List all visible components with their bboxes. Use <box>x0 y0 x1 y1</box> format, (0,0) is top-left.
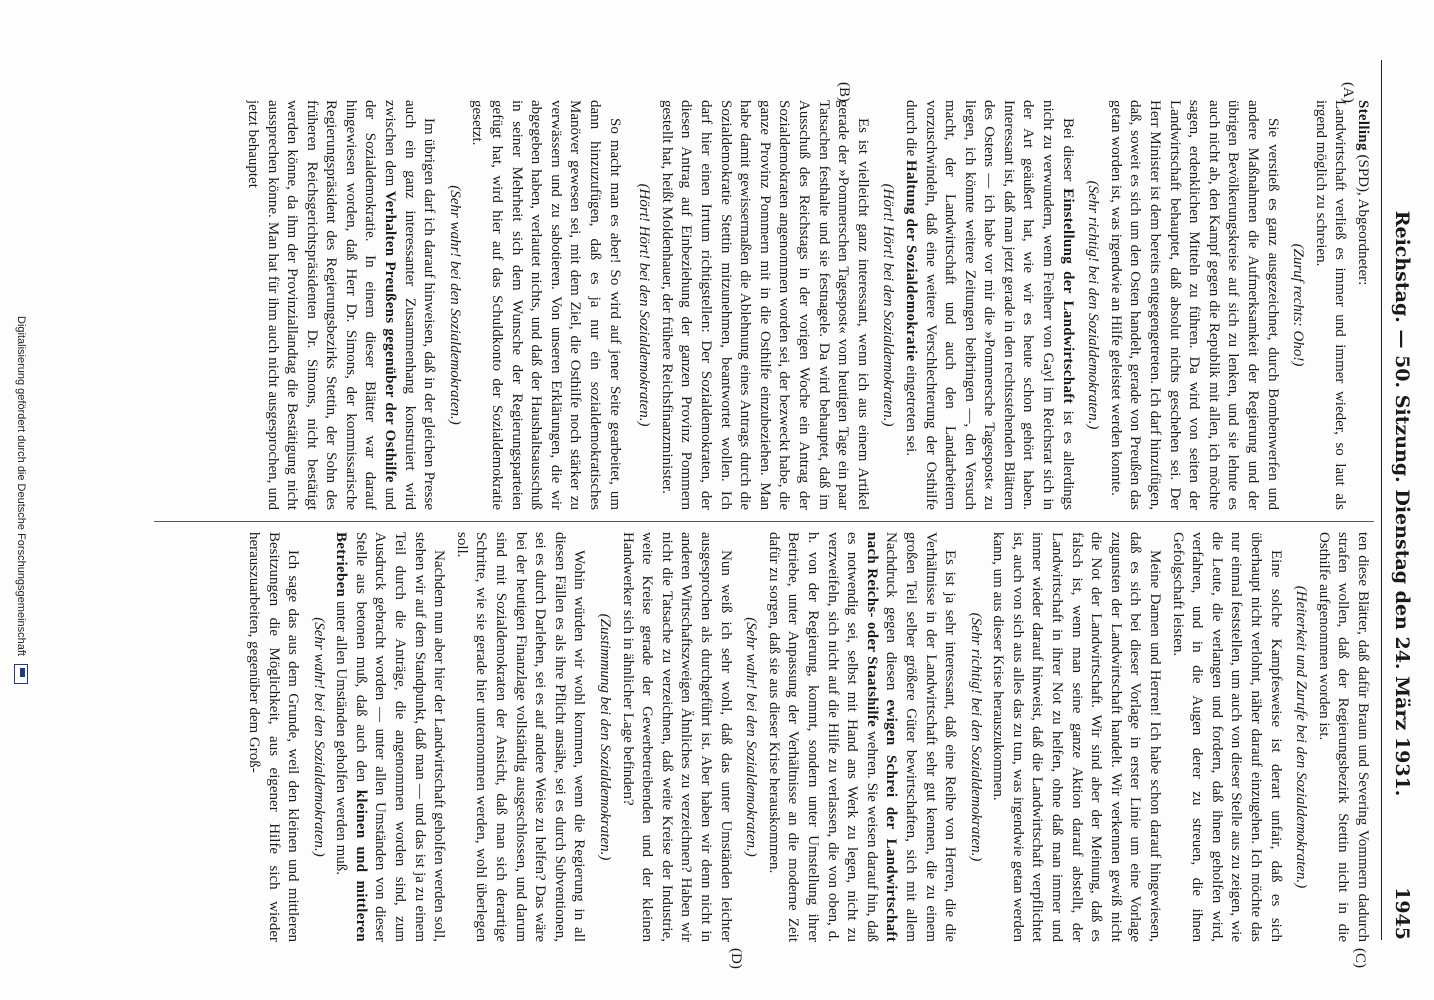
interjection: (Sehr richtig! bei den Sozialdemokraten.) <box>967 612 984 862</box>
paragraph: Nun weiß ich sehr wohl, daß das unter Umständen leichter ausgesprochen als durchgeführt ist. Aber haben wir denn nicht in anderen Wirtschaftszweigen Ähnliches zu verzeichnen? Haben wir nicht die Tatsache zu verzeichnen, daß weite Kreise der Industrie, weite Kreise gerade der Gewerbetreibenden und der kleinen Handwerker sich in ähnlicher Lage befinden? <box>619 532 734 942</box>
footer-text: Digitalisierung gefördert durch die Deutsche Forschungsgemeinschaft <box>15 316 27 656</box>
text-run: Es ist ja sehr interessant, daß eine Reihe von Herren, die die Verhältnisse in der Landwirtschaft sehr gut kennen, die zu einem großen Teil selber größere Güter bewirtschaften, sich mit allem Nachdruck gegen diesen <box>883 532 959 942</box>
text-run: und der Sozialdemokratie. In einem dieser Blätter war darauf hingewiesen worden, daß Herr Dr. Simons, der kommissarische Regierungspräsident des Regierungsbezirks Stettin, der Sohn des früheren Reichsgerichtspräsidenten Dr. Simons, nicht bestätigt werden könne, da ihm der Provinziallandtag die Bestätigung nicht aussprechen könne. Man hat für ihm auch nicht ausgesprochen, und jetzt behauptet <box>244 100 399 510</box>
speaker-affiliation: (SPD), Abgeordneter: <box>1355 154 1371 286</box>
text-run: ist es allerdings nicht zu verwundern, wenn Freiherr von Gayl im Reichsrat sich in der Art geäußert hat, wie wir es heute schon gehört haben. Interessant ist, daß man jetzt gerade in den rechtsstehenden Blättern des Ostens — ich habe vor mir die »Pommersche Tagespost« zu liegen, ich könnte weitere Zeitungen beibringen —, den Versuch macht, der Landwirtschaft und auch den Landarbeitern vorzuschwindeln, daß eine weitere Verschlechterung der Osthilfe durch die <box>902 100 1076 510</box>
interjection: (Sehr wahr! bei den Sozialdemokraten.) <box>310 617 327 857</box>
emphasis: Verhalten Preußens gegenüber der Osthilfe <box>382 190 399 483</box>
paragraph <box>900 100 1076 510</box>
speaker-name: Stelling <box>1355 100 1371 151</box>
paragraph: So macht man es aber! So wird auf jener Seite gearbeitet, um dann hinzuzufügen, daß es ja nur ein sozialdemokratisches Manöver gewesen sei, mit dem Ziel, die Osthilfe noch stärker zu verwässern und zu sabotieren. Von unseren Erklärungen, die wir abgegeben haben, verlautet nichts, und daß der Haushaltsausschuß in seiner Mehrheit sich dem Wunsche der Regierungsparteien gefügt hat, wird hier auf das Schuldkonto der Sozialdemokratie gesetzt. <box>469 100 623 510</box>
interjection: (Sehr wahr! bei den Sozialdemokraten.) <box>446 185 463 425</box>
emphasis: ewigen Schrei der Landwirtschaft nach Reichs- oder Staatshilfe <box>863 532 900 942</box>
interjection: (Sehr richtig! bei den Sozialdemokraten.) <box>1085 180 1102 430</box>
margin-marker-a: (A) <box>1340 82 1356 103</box>
paragraph: Es ist vielleicht ganz interessant, wenn ich aus einem Artikel gerade der »Pommerschen Tagespost« vom heutigen Tage ein paar Tatsachen festhalte und sie festnagele. Da wird behauptet, daß im Ausschuß des Reichstags in der vorigen Woche ein Antrag der Sozialdemokraten angenommen worden sei, der bezweckt habe, die ganze Provinz Pommern mit in die Osthilfe einzubeziehen. Man habe damit gewissermaßen die Ablehnung eines Antrags durch die Sozialdemokratie Stettin mitzunehmen, beantwortet wollen. Ich darf hier einen Irrtum richtigstellen: Der Sozialdemokraten, der diesen Antrag auf Einbeziehung der ganzen Provinz Pommern gestellt hat, heißt Moldenhauer, der frühere Reichsfinanzminister. <box>658 100 871 510</box>
interjection: (Zustimmung bei den Sozialdemokraten.) <box>597 613 614 861</box>
paragraph <box>331 532 449 942</box>
text-run: unter allen Umständen geholfen werden muß. <box>333 597 350 876</box>
interjection: (Hört! Hört! bei den Sozialdemokraten.) <box>880 183 897 427</box>
right-column <box>162 532 1372 942</box>
text-run: Bei dieser <box>1059 118 1076 189</box>
paragraph: Meine Damen und Herren! Ich habe schon darauf hingewiesen, daß es sich bei dieser Vorlage in erster Linie um eine Vorlage zugunsten der Landwirtschaft handelt. Wir verkennen gewiß nicht die Not der Landwirtschaft. Wir sind aber der Meinung, daß es falsch ist, wenn man seine ganze Aktion darauf abstellt, der Landwirtschaft in ihrer Not zu helfen, ohne daß man immer und immer wieder darauf hinweist, daß die Landwirtschaft verpflichtet ist, auch von sich aus alles das zu tun, was irgendwie getan werden kann, um aus dieser Krise herauszukommen. <box>990 532 1164 942</box>
paragraph: Landwirtschaft verließ es immer und immer wieder, so laut als irgend möglich zu schreien. <box>1312 100 1349 510</box>
page-header-title: Reichstag. — 50. Sitzung. Dienstag den 24. März 1931. <box>1391 210 1413 797</box>
interjection: (Sehr wahr! bei den Sozialdemokraten.) <box>743 617 760 857</box>
paragraph: Wohin würden wir wohl kommen, wenn die Regierung in all diesen Fällen es als ihre Pflicht ansähe, sei es durch Subventionen, sei es durch Darlehen, sei es auf andere Weise zu helfen? Das wäre bei der heutigen Finanzlage vollständig ausgeschlossen, und darum sind mit Sozialdemokraten der Ansicht, daß man sich derartige Schritte, wie sie gerade hier unternommen werden, wohl überlegen soll. <box>453 532 588 942</box>
margin-marker-d: (D) <box>728 948 744 969</box>
interjection: (Hört! Hört! bei den Sozialdemokraten.) <box>636 183 653 427</box>
paragraph <box>763 532 959 942</box>
text-run: Nachdem nun aber hier der Landwirtschaft geholfen werden soll, stehen wir auf dem Standpunkt, daß man — und das ist ja zu einem Teil durch die Anträge, die angenommen worden sind, zum Ausdruck gebracht worden — unter allen Umständen von dieser Stelle aus betonen muß, daß auch den <box>352 532 448 942</box>
page-number: 1945 <box>1391 887 1413 940</box>
paragraph: Eine solche Kampfesweise ist derart unfair, daß es sich überhaupt nicht verlohnt, näher darauf einzugehen. Ich möchte das nur einmal feststellen, um auch von dieser Stelle aus zu zeigen, wie die Leute, die verlangen und fordern, daß ihnen geholfen wird, verfahren, und in die Augen derer zu streuen, die ihnen Gefolgschaft leisten. <box>1169 532 1284 942</box>
dfg-logo-icon <box>14 664 28 684</box>
page-header <box>1381 60 1422 940</box>
emphasis: Haltung der Sozialdemokratie <box>902 159 919 362</box>
paragraph: Ich sage das aus dem Grunde, weil den kleinen und mittleren Besitzungen die Möglichkeit, aus eigener Hilfe sich wieder herauszuarbeiten, gegenüber dem Groß- <box>245 532 302 942</box>
column-divider <box>154 521 1374 522</box>
paragraph <box>242 100 438 510</box>
text-run: Im übrigen darf ich darauf hinweisen, daß in der gleichen Presse auch ein ganz interessanter Zusammenhang konstruiert wird zwischen dem <box>382 100 438 510</box>
text-run: eingetreten sei. <box>902 361 919 456</box>
interjection: (Zuruf rechts: Oho!) <box>1290 243 1307 367</box>
digitization-footer <box>8 0 34 1000</box>
speaker-line <box>1352 100 1372 510</box>
left-column <box>162 100 1372 510</box>
text-run: wehren. Sie weisen darauf hin, daß es notwendig sei, selbst mit Hand ans Werk zu legen, nicht zu verzweifeln, sich nicht auf die Hilfe zu verlassen, die von oben, d. h. von der Regierung, kommt, sondern unter Umstellung ihrer Betriebe, unter Anpassung der Verhältnisse an die moderne Zeit dafür zu sorgen, daß sie aus dieser Krise herauskommen. <box>765 532 880 942</box>
margin-marker-c: (C) <box>1352 948 1368 968</box>
paragraph: ten diese Blätter, daß dafür Braun und Severing Vommern dadurch strafen wollen, daß der Regierungsbezirk Stettin nicht in die Osthilfe aufgenommen worden ist. <box>1315 532 1371 942</box>
paragraph: Sie verstieß es ganz ausgezeichnet, durch Bombenwerfen und andere Maßnahmen die Aufmerksamkeit der Regierung und der übrigen Bevölkerungskreise auf sich zu lenken, und sie lehnte es auch nicht ab, den Kampf gegen die Republik mit allen, ich möchte sagen, erdenklichen Mitteln zu führen. Da wird von seiten der Landwirtschaft behauptet, daß absolut nichts geschehen sei. Der Herr Minister ist dem bereits entgegengetreten. Ich darf hinzufügen, daß, soweit es sich um den Osten handelt, gerade von Preußen das getan worden ist, was irgendwie an Hilfe geleistet werden konnte. <box>1107 100 1281 510</box>
emphasis: kleinen und mittleren Betrieben <box>333 532 369 942</box>
emphasis: Einstellung der Landwirtschaft <box>1059 188 1076 404</box>
interjection: (Heiterkeit und Zurufe bei den Sozialdemokraten.) <box>1293 585 1310 889</box>
margin-marker-b: (B) <box>836 82 852 102</box>
